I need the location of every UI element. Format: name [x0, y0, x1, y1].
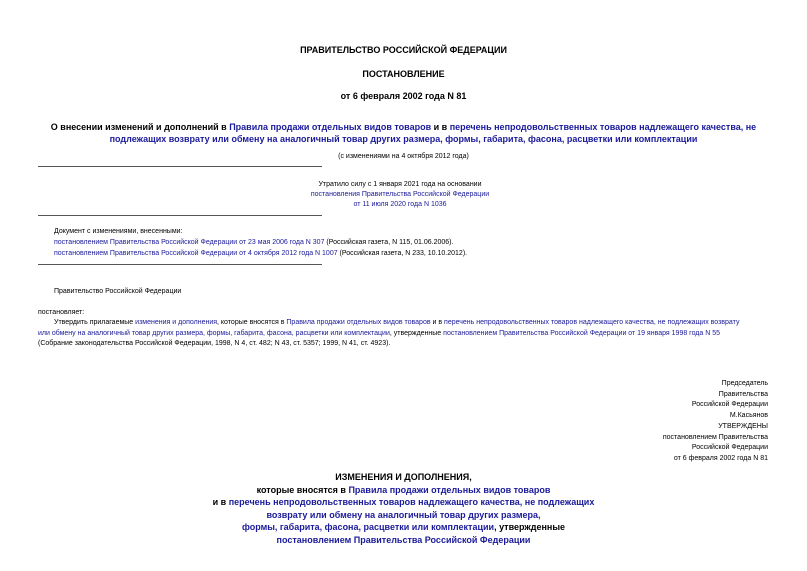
title-link-rules[interactable]: Правила продажи отдельных видов товаров: [229, 122, 432, 132]
signature-title: Российской Федерации: [691, 401, 768, 409]
approved-date: от 6 февраля 2002 года N 81: [673, 454, 768, 462]
decree-paragraph: [38, 318, 768, 350]
decree-link-rules[interactable]: Правила продажи отдельных видов товаров: [286, 319, 431, 326]
annex-title: ИЗМЕНЕНИЯ И ДОПОЛНЕНИЯ,: [335, 472, 472, 482]
decree-link-1998[interactable]: постановлением Правительства Российской Федерации от 19 января 1998 года N 55: [443, 329, 721, 337]
approved-by: постановлением Правительства: [662, 433, 768, 441]
annex-text: которые вносятся в: [256, 484, 349, 495]
decree-text: , которые вносятся в: [217, 319, 287, 326]
title-text: и в: [431, 122, 450, 132]
document-title: [0, 121, 807, 145]
title-link-list-cont[interactable]: подлежащих возврату или обмену на аналогичный товар других размера, формы, габарита, фасона, расцветки или комплектации: [109, 134, 698, 144]
expiry-text: Утратило силу с 1 января 2021 года на основании: [318, 181, 482, 188]
decree-text: Утвердить прилагаемые: [54, 319, 136, 326]
divider: [38, 264, 322, 265]
annex-link-rules[interactable]: Правила продажи отдельных видов товаров: [348, 484, 551, 495]
amendment-link-2006[interactable]: постановлением Правительства Российской Федерации от 23 мая 2006 года N 307: [54, 239, 325, 246]
divider: [38, 215, 322, 216]
decree-source: (Собрание законодательства Российской Федерации, 1998, N 4, ст. 482; N 43, ст. 5357; 1999, N 41, ст. 4923).: [38, 340, 391, 347]
decree-link-list[interactable]: перечень непродовольственных товаров надлежащего качества, не подлежащих возврату: [444, 319, 740, 326]
signature-name: М.Касьянов: [729, 412, 768, 420]
title-text: О внесении изменений и дополнений в: [50, 122, 230, 132]
approved-by: Российской Федерации: [691, 444, 768, 452]
signature-title: Правительства: [718, 390, 768, 398]
government-line: Правительство Российской Федерации: [54, 288, 182, 295]
document-date-number: от 6 февраля 2002 года N 81: [340, 91, 467, 101]
annex-heading: [0, 471, 807, 546]
annex-link-list-cont[interactable]: возврату или обмену на аналогичный товар других размера,: [266, 509, 541, 520]
amendment-link-2012[interactable]: постановлением Правительства Российской Федерации от 4 октября 2012 года N 1007: [54, 250, 338, 257]
edition-note: (с изменениями на 4 октября 2012 года): [338, 153, 469, 160]
annex-link-decree[interactable]: постановлением Правительства Российской Федерации: [276, 534, 531, 545]
divider: [38, 166, 322, 167]
amendments-heading: Документ с изменениями, внесенными:: [54, 228, 183, 235]
decree-text: и в: [430, 319, 445, 326]
title-link-list[interactable]: перечень непродовольственных товаров надлежащего качества, не: [449, 122, 757, 132]
annex-text: , утвержденные: [494, 522, 566, 532]
expiry-link-date[interactable]: от 11 июля 2020 года N 1036: [353, 201, 447, 208]
decree-text: , утвержденные: [389, 329, 444, 337]
approved-label: УТВЕРЖДЕНЫ: [718, 422, 768, 430]
expiry-link-decree[interactable]: постановления Правительства Российской Федерации: [310, 191, 490, 198]
decree-link-changes[interactable]: изменения и дополнения: [135, 319, 218, 326]
annex-text: и в: [212, 497, 229, 507]
amendment-source: (Российская газета, N 115, 01.06.2006).: [324, 239, 454, 246]
amendments-block: [54, 226, 794, 259]
signature-title: Председатель: [721, 380, 768, 387]
annex-link-list[interactable]: перечень непродовольственных товаров надлежащего качества, не подлежащих: [228, 497, 595, 507]
amendment-source: (Российская газета, N 233, 10.10.2012).: [337, 250, 468, 257]
annex-link-list-end[interactable]: формы, габарита, фасона, расцветки или комплектации: [241, 522, 495, 532]
decrees-word: постановляет:: [38, 309, 85, 316]
signature-block: [663, 379, 768, 465]
government-name: ПРАВИТЕЛЬСТВО РОССИЙСКОЙ ФЕДЕРАЦИИ: [300, 45, 507, 55]
document-type: ПОСТАНОВЛЕНИЕ: [362, 69, 445, 79]
expiry-notice: [250, 180, 550, 210]
decree-link-list-cont[interactable]: или обмену на аналогичный товар других размера, формы, габарита, фасона, расцветки или комплектации: [38, 329, 390, 337]
